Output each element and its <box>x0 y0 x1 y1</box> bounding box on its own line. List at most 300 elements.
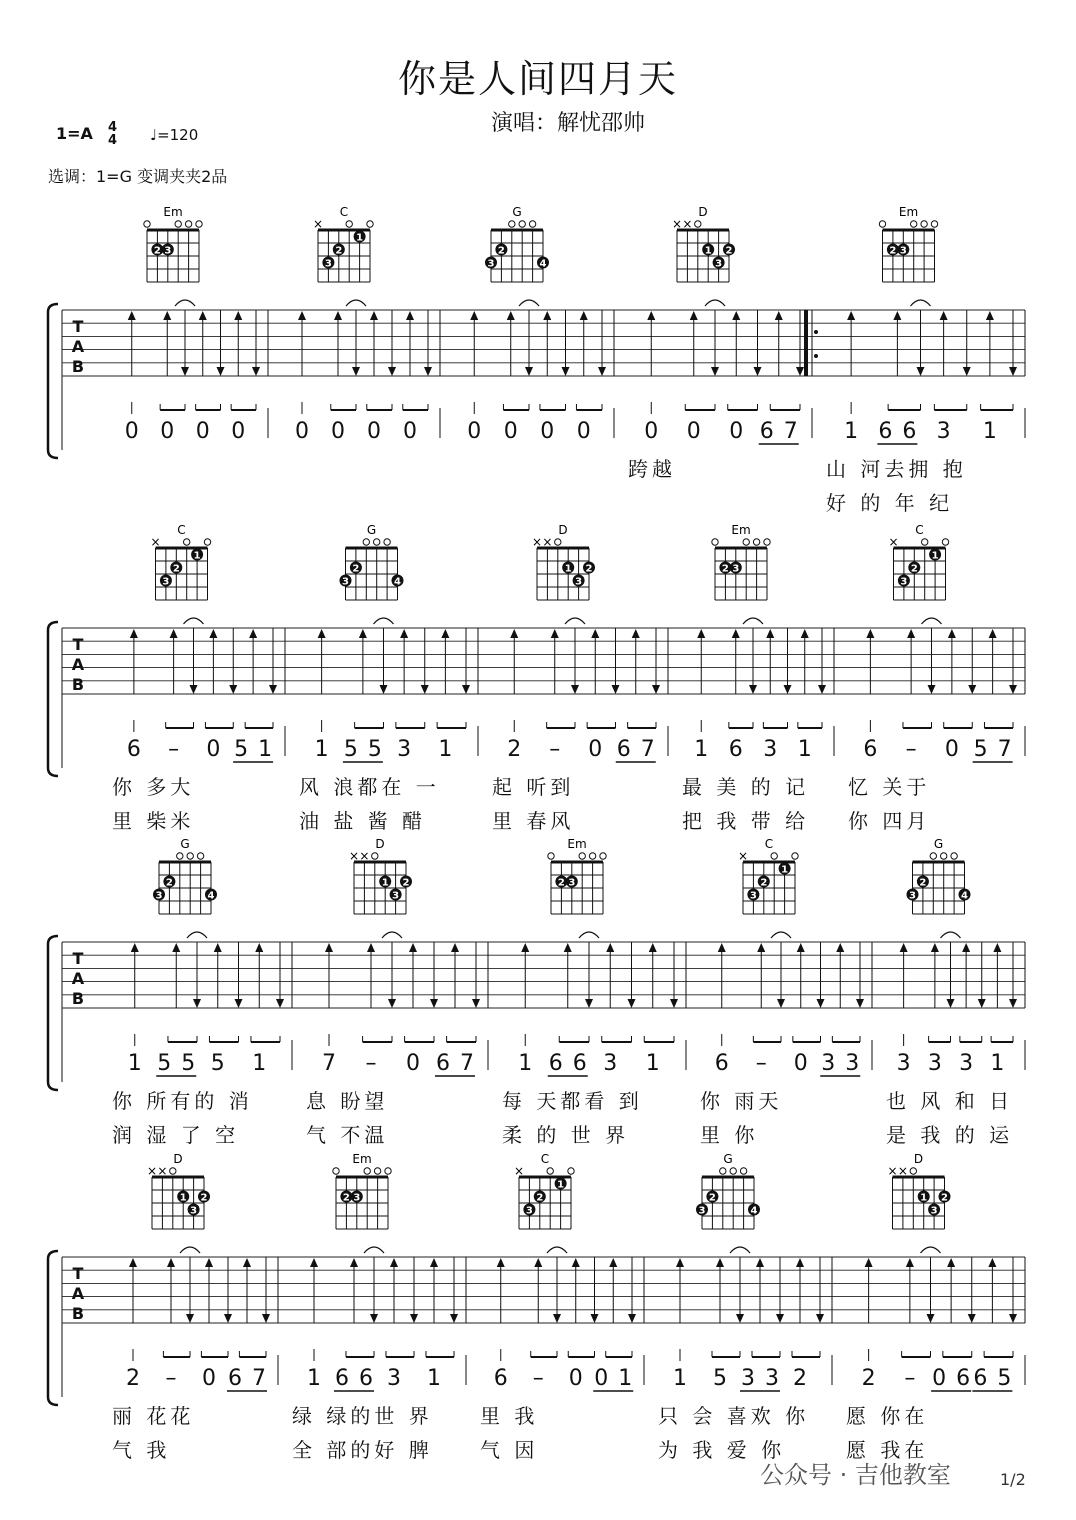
strum-up-arrow <box>388 367 396 376</box>
strum-down-arrow <box>796 1258 804 1267</box>
chord-diagram-d <box>672 205 735 282</box>
finger-number: 1 <box>193 550 201 562</box>
jianpu-note: 1 <box>518 1051 533 1076</box>
finger-number: 3 <box>190 1205 198 1217</box>
finger-number: 1 <box>564 563 572 575</box>
jianpu-note: 3 <box>603 1051 618 1076</box>
muted-string-mark: × <box>531 535 543 549</box>
finger-number: 1 <box>920 1192 928 1204</box>
tab-clef-b: B <box>71 357 85 376</box>
strum-up-arrow <box>553 1314 561 1323</box>
finger-number: 2 <box>497 245 505 257</box>
strum-up-arrow <box>652 685 660 694</box>
strum-down-arrow <box>572 1258 580 1267</box>
open-string-mark <box>942 539 948 545</box>
tie-arc <box>565 618 585 624</box>
strum-down-arrow <box>318 629 326 638</box>
strum-up-arrow <box>784 685 792 694</box>
tie-arc <box>374 618 394 624</box>
jianpu-note: 1 <box>127 1051 142 1076</box>
strum-up-arrow <box>190 685 198 694</box>
strum-up-arrow <box>818 685 826 694</box>
finger-number: 1 <box>381 877 389 889</box>
finger-number: 3 <box>353 1192 361 1204</box>
lyric-line-1: 每 天都看 到 <box>502 1089 643 1113</box>
chord-diagram-c <box>313 205 373 282</box>
open-string-mark <box>346 221 352 227</box>
tie-arc <box>922 618 942 624</box>
strum-down-arrow <box>167 1258 175 1267</box>
strum-up-arrow <box>193 999 201 1008</box>
chord-diagram-em <box>333 1152 391 1229</box>
lyric-line-2: 油 盐 酱 醋 <box>299 809 427 833</box>
strum-down-arrow <box>367 943 375 952</box>
open-string-mark <box>187 853 193 859</box>
strum-up-arrow <box>217 367 225 376</box>
strum-down-arrow <box>993 943 1001 952</box>
strum-down-arrow <box>649 943 657 952</box>
lyric-line-1: 山 河去拥 抱 <box>826 457 967 481</box>
finger-number: 3 <box>525 1205 533 1217</box>
strum-up-arrow <box>235 999 243 1008</box>
finger-number: 3 <box>698 1205 706 1217</box>
jianpu-note: 0 <box>295 419 309 444</box>
jianpu-note: 6 <box>126 737 141 762</box>
open-string-mark <box>589 853 595 859</box>
strum-up-arrow <box>968 685 976 694</box>
strum-up-arrow <box>585 999 593 1008</box>
open-string-mark <box>170 1168 176 1174</box>
strum-down-arrow <box>172 943 180 952</box>
chord-name: D <box>173 1152 183 1166</box>
open-string-mark <box>364 1168 370 1174</box>
lyric-line-2: 气 我 <box>112 1438 171 1462</box>
jianpu-dash: – <box>165 1366 177 1391</box>
open-string-mark <box>743 539 749 545</box>
open-string-mark <box>367 221 373 227</box>
jianpu-note: 6 <box>228 1366 242 1391</box>
strum-down-arrow <box>163 311 171 320</box>
strum-down-arrow <box>718 943 726 952</box>
jianpu-note: 1 <box>618 1366 633 1391</box>
finger-number: 3 <box>749 890 757 902</box>
strum-down-arrow <box>893 311 901 320</box>
jianpu-note: 5 <box>157 1051 172 1076</box>
repeat-dot <box>814 330 818 334</box>
jianpu-note: 1 <box>314 737 329 762</box>
strum-up-arrow <box>269 685 277 694</box>
finger-number: 2 <box>200 1192 208 1204</box>
singer-credit: 演唱：解忧邵帅 <box>490 111 645 136</box>
open-string-mark <box>921 221 927 227</box>
strum-down-arrow <box>129 1258 137 1267</box>
time-top: 4 <box>108 120 118 135</box>
jianpu-note: 6 <box>973 1366 988 1391</box>
repeat-dot <box>814 354 818 358</box>
strum-up-arrow <box>370 1314 378 1323</box>
jianpu-note: 1 <box>645 1051 660 1076</box>
open-string-mark <box>204 539 210 545</box>
jianpu-note: 3 <box>387 1366 401 1391</box>
jianpu-note: 5 <box>997 1366 1012 1391</box>
finger-number: 3 <box>162 576 170 588</box>
tab-clef-a: A <box>71 969 85 988</box>
open-string-mark <box>600 853 606 859</box>
finger-number: 2 <box>585 563 593 575</box>
tempo-marking: ♩=120 <box>150 126 199 144</box>
tab-clef-t: T <box>72 317 84 336</box>
jianpu-note: 0 <box>331 419 345 444</box>
open-string-mark <box>720 1168 726 1174</box>
strum-up-arrow <box>410 1314 418 1323</box>
strum-down-arrow <box>947 1258 955 1267</box>
open-string-mark <box>144 221 150 227</box>
finger-number: 3 <box>487 258 495 270</box>
strum-down-arrow <box>801 629 809 638</box>
muted-string-mark: × <box>359 849 370 863</box>
finger-number: 3 <box>392 890 400 902</box>
strum-up-arrow <box>421 685 429 694</box>
open-string-mark <box>333 1168 339 1174</box>
finger-number: 3 <box>930 1205 938 1217</box>
jianpu-note: 0 <box>576 419 591 444</box>
tab-clef-a: A <box>71 337 85 356</box>
strum-up-arrow <box>917 367 925 376</box>
strum-up-arrow <box>388 999 396 1008</box>
chord-name: Em <box>567 837 587 851</box>
strum-down-arrow <box>170 629 178 638</box>
muted-string-mark: × <box>897 1164 908 1178</box>
muted-string-mark: × <box>150 535 161 549</box>
finger-number: 2 <box>165 877 173 889</box>
strum-down-arrow <box>199 311 207 320</box>
open-string-mark <box>197 853 203 859</box>
finger-number: 3 <box>568 877 576 889</box>
finger-number: 4 <box>750 1205 758 1217</box>
strum-down-arrow <box>441 629 449 638</box>
strum-up-arrow <box>276 999 284 1008</box>
jianpu-note: 5 <box>181 1051 196 1076</box>
finger-number: 2 <box>342 1192 350 1204</box>
strum-down-arrow <box>962 943 970 952</box>
strum-up-arrow <box>1009 1314 1017 1323</box>
strum-down-arrow <box>430 1258 438 1267</box>
jianpu-note: 5 <box>234 737 249 762</box>
jianpu-note: 0 <box>195 419 210 444</box>
chord-name: G <box>933 837 944 851</box>
chord-diagram-g <box>696 1152 760 1229</box>
muted-string-mark: × <box>513 1164 525 1178</box>
strum-down-arrow <box>931 943 939 952</box>
jianpu-dash: – <box>549 737 561 762</box>
strum-up-arrow <box>380 685 388 694</box>
strum-down-arrow <box>359 629 367 638</box>
lyric-line-1: 跨越 <box>628 457 676 481</box>
jianpu-note: 0 <box>406 1051 420 1076</box>
strum-down-arrow <box>766 629 774 638</box>
strum-down-arrow <box>948 629 956 638</box>
jianpu-note: 3 <box>936 419 951 444</box>
song-title: 你是人间四月天 <box>397 57 678 101</box>
strum-down-arrow <box>907 629 915 638</box>
tie-arc <box>184 618 204 624</box>
strum-up-arrow <box>796 367 804 376</box>
jianpu-note: 6 <box>359 1366 373 1391</box>
tie-arc <box>187 932 207 938</box>
tie-arc <box>382 932 402 938</box>
strum-down-arrow <box>986 311 994 320</box>
lyric-line-2: 里 你 <box>700 1123 759 1147</box>
finger-number: 4 <box>539 258 547 270</box>
jianpu-note: 1 <box>797 737 812 762</box>
jianpu-note: 6 <box>956 1366 971 1391</box>
strum-up-arrow <box>525 367 533 376</box>
lyric-line-2: 气 因 <box>480 1438 539 1462</box>
chord-name: G <box>723 1152 733 1166</box>
strum-up-arrow <box>777 999 785 1008</box>
finger-number: 1 <box>557 1179 565 1191</box>
jianpu-note: 1 <box>990 1051 1005 1076</box>
open-string-mark <box>740 1168 746 1174</box>
jianpu-note: 3 <box>741 1366 755 1391</box>
jianpu-note: 0 <box>932 1366 947 1391</box>
jianpu-note: 2 <box>507 737 522 762</box>
muted-string-mark: × <box>888 535 899 549</box>
finger-number: 3 <box>575 576 583 588</box>
system-bracket <box>48 1251 58 1405</box>
strum-down-arrow <box>866 629 874 638</box>
open-string-mark <box>579 853 585 859</box>
open-string-mark <box>568 1168 574 1174</box>
open-string-mark <box>712 539 718 545</box>
jianpu-note: 7 <box>783 419 798 444</box>
finger-number: 3 <box>324 258 332 270</box>
jianpu-note: 0 <box>729 419 744 444</box>
open-string-mark <box>922 539 928 545</box>
strum-up-arrow <box>229 685 237 694</box>
open-string-mark <box>555 539 561 545</box>
jianpu-note: 6 <box>572 1051 587 1076</box>
lyric-line-2: 为 我 爱 你 <box>658 1438 786 1462</box>
strum-down-arrow <box>836 943 844 952</box>
tie-arc <box>346 300 366 306</box>
chord-diagram-c <box>738 837 798 914</box>
open-string-mark <box>931 221 937 227</box>
strum-up-arrow <box>963 367 971 376</box>
jianpu-note: 6 <box>493 1366 508 1391</box>
strum-up-arrow <box>947 999 955 1008</box>
system-bracket <box>48 304 58 458</box>
jianpu-note: 1 <box>307 1366 321 1391</box>
strum-up-arrow <box>262 1314 270 1323</box>
lyric-line-2: 是 我 的 运 <box>886 1123 1014 1147</box>
strum-down-arrow <box>214 943 222 952</box>
finger-number: 4 <box>394 576 401 588</box>
jianpu-note: 6 <box>548 1051 563 1076</box>
strum-down-arrow <box>847 311 855 320</box>
finger-number: 2 <box>889 245 897 257</box>
chord-name: D <box>698 205 708 219</box>
strum-down-arrow <box>249 629 257 638</box>
lyric-line-1: 愿 你在 <box>846 1404 929 1428</box>
strum-up-arrow <box>424 367 432 376</box>
muted-string-mark: × <box>737 849 749 863</box>
jianpu-note: 5 <box>713 1366 727 1391</box>
jianpu-note: 0 <box>231 419 246 444</box>
strum-up-arrow <box>978 999 986 1008</box>
strum-up-arrow <box>571 685 579 694</box>
chord-name: D <box>558 523 568 537</box>
strum-down-arrow <box>325 943 333 952</box>
strum-down-arrow <box>409 943 417 952</box>
strum-down-arrow <box>609 1258 617 1267</box>
open-string-mark <box>363 539 369 545</box>
jianpu-note: 6 <box>759 419 774 444</box>
capo-instruction: 选调：1=G 变调夹夹2品 <box>48 167 228 186</box>
strum-up-arrow <box>472 999 480 1008</box>
strum-down-arrow <box>756 1258 764 1267</box>
jianpu-note: 0 <box>403 419 417 444</box>
tab-clef-b: B <box>71 1304 85 1323</box>
chord-name: D <box>375 837 385 851</box>
finger-number: 3 <box>715 258 723 270</box>
jianpu-note: 6 <box>714 1051 729 1076</box>
strum-up-arrow <box>754 367 762 376</box>
chord-diagram-d <box>147 1152 210 1229</box>
strum-up-arrow <box>927 1314 935 1323</box>
lyric-line-1: 你 多大 <box>112 775 195 799</box>
finger-number: 2 <box>760 877 768 889</box>
finger-number: 2 <box>172 563 180 575</box>
strum-up-arrow <box>252 367 260 376</box>
chord-diagram-c <box>150 523 210 600</box>
lyric-line-2: 愿 我在 <box>846 1438 929 1462</box>
lyric-line-1: 你 所有的 消 <box>112 1089 253 1113</box>
tie-arc <box>519 300 539 306</box>
open-string-mark <box>910 1168 916 1174</box>
jianpu-note: 7 <box>252 1366 266 1391</box>
strum-up-arrow <box>430 999 438 1008</box>
strum-down-arrow <box>900 943 908 952</box>
open-string-mark <box>771 853 777 859</box>
strum-up-arrow <box>181 367 189 376</box>
tie-arc <box>911 300 931 306</box>
chord-name: D <box>913 1152 924 1166</box>
strum-down-arrow <box>632 629 640 638</box>
strum-up-arrow <box>1009 999 1017 1008</box>
finger-number: 3 <box>155 890 163 902</box>
strum-up-arrow <box>749 685 757 694</box>
finger-number: 1 <box>356 232 364 244</box>
lyric-line-1: 风 浪都在 一 <box>299 775 440 799</box>
open-string-mark <box>911 221 917 227</box>
lyric-line-2: 里 春风 <box>492 809 575 833</box>
jianpu-note: 1 <box>694 737 709 762</box>
lyric-line-1: 最 美 的 记 <box>682 775 810 799</box>
strum-down-arrow <box>676 1258 684 1267</box>
finger-number: 3 <box>900 576 908 588</box>
strum-down-arrow <box>406 311 414 320</box>
jianpu-note: 6 <box>616 737 631 762</box>
strum-down-arrow <box>865 1258 873 1267</box>
strum-down-arrow <box>497 1258 505 1267</box>
open-string-mark <box>384 539 390 545</box>
jianpu-note: 0 <box>202 1366 216 1391</box>
jianpu-dash: – <box>905 737 917 762</box>
strum-up-arrow <box>352 367 360 376</box>
strum-up-arrow <box>186 1314 194 1323</box>
tab-clef-a: A <box>71 1284 85 1303</box>
chord-diagram-d <box>887 1152 950 1229</box>
lyric-line-1: 绿 绿的世 界 <box>292 1404 433 1428</box>
finger-number: 1 <box>179 1192 187 1204</box>
tie-arc <box>921 1247 941 1253</box>
tie-arc <box>743 618 763 624</box>
muted-string-mark: × <box>146 1164 158 1178</box>
chord-name: C <box>915 523 924 537</box>
strum-up-arrow <box>1009 367 1017 376</box>
lyric-line-1: 息 盼望 <box>306 1089 389 1113</box>
chord-diagram-c <box>514 1152 574 1229</box>
watermark-text: 公众号 · 吉他教室 <box>760 1461 951 1489</box>
jianpu-note: 6 <box>878 419 893 444</box>
tie-arc <box>364 1247 384 1253</box>
chord-diagram-em <box>548 837 606 914</box>
tie-arc <box>705 300 725 306</box>
jianpu-note: 0 <box>124 419 139 444</box>
finger-number: 1 <box>704 245 712 257</box>
strum-down-arrow <box>234 311 242 320</box>
jianpu-note: 0 <box>594 1366 609 1391</box>
lyric-line-2: 润 湿 了 空 <box>112 1123 240 1147</box>
lyric-line-1: 忆 关于 <box>848 775 931 799</box>
strum-up-arrow <box>598 367 606 376</box>
lyric-line-2: 全 部的好 脾 <box>292 1438 433 1462</box>
page-number: 1/2 <box>1000 1470 1026 1489</box>
strum-down-arrow <box>940 311 948 320</box>
strum-down-arrow <box>732 311 740 320</box>
jianpu-note: 2 <box>793 1366 807 1391</box>
chord-diagram-d <box>349 837 412 914</box>
strum-down-arrow <box>647 311 655 320</box>
jianpu-dash: – <box>365 1051 377 1076</box>
jianpu-dash: – <box>168 737 180 762</box>
finger-number: 3 <box>909 890 916 902</box>
chord-name: G <box>366 523 377 537</box>
jianpu-note: 3 <box>927 1051 942 1076</box>
tab-clef-b: B <box>71 675 85 694</box>
strum-up-arrow <box>628 999 636 1008</box>
strum-down-arrow <box>209 629 217 638</box>
chord-diagram-d <box>532 523 595 600</box>
jianpu-note: 3 <box>397 737 412 762</box>
strum-up-arrow <box>711 367 719 376</box>
finger-number: 3 <box>164 245 172 257</box>
strum-up-arrow <box>591 1314 599 1323</box>
finger-number: 4 <box>961 890 968 902</box>
system-bracket <box>48 936 58 1090</box>
strum-up-arrow <box>562 367 570 376</box>
finger-number: 2 <box>941 1192 948 1204</box>
strum-up-arrow <box>670 999 678 1008</box>
jianpu-note: 6 <box>902 419 917 444</box>
jianpu-note: 3 <box>763 737 778 762</box>
tab-clef-t: T <box>72 635 84 654</box>
chord-diagram-em <box>879 205 937 282</box>
jianpu-note: 0 <box>540 419 555 444</box>
open-string-mark <box>695 221 701 227</box>
strum-down-arrow <box>128 311 136 320</box>
